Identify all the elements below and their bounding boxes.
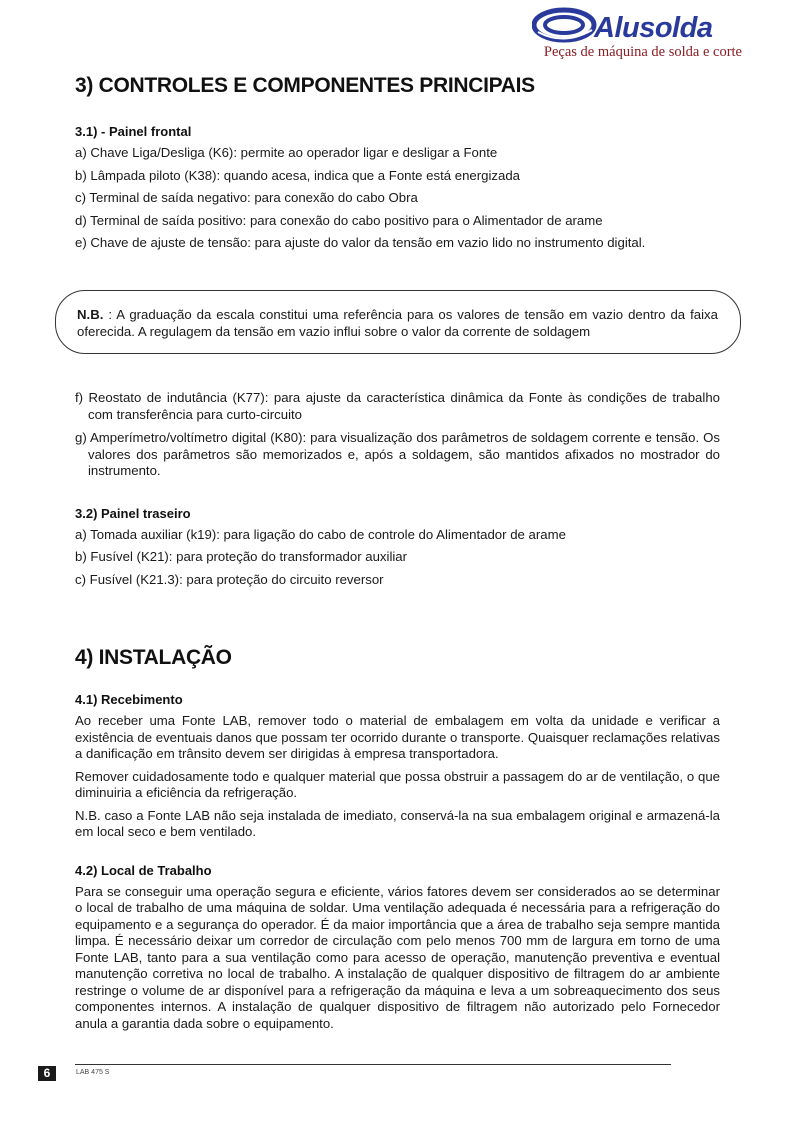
section-4-title: 4) INSTALAÇÃO — [75, 646, 232, 669]
list-item: b) Lâmpada piloto (K38): quando acesa, indica que a Fonte está energizada — [75, 167, 521, 183]
logo-tagline: Peças de máquina de solda e corte — [543, 44, 742, 60]
page-number: 6 — [38, 1066, 56, 1081]
list-item: b) Fusível (K21): para proteção do transformador auxiliar — [75, 549, 408, 564]
paragraph: Para se conseguir uma operação segura e eficiente, vários fatores devem ser considerados ao se determinar o local de trabalho de uma máquina de soldar. Uma ventilação adequada é necessária para a refrigeração do equipamento e a segurança do operador. É da maior importância que a área de trabalho seja sempre mantida limpa. É necessário deixar um corredor de circulação com pelo menos 700 mm de largura em torno de uma Fonte LAB, tanto para a sua ventilação como para acesso de operação, manutenção preventiva e eventual manutenção corretiva no local de trabalho. A instalação de qualquer dispositivo de filtragem do ar ambiente restringe o volume de ar disponível para a refrigeração da máquina e leva a um sobreaquecimento dos seus componentes internos. A instalação de qualquer dispositivo de filtragem não autorizado pelo Fornecedor anula a garantia dada sobre o equipamento. — [75, 883, 720, 1031]
section-4-2-heading: 4.2) Local de Trabalho — [75, 862, 212, 878]
alusolda-logo — [532, 6, 747, 64]
list-item: a) Tomada auxiliar (k19): para ligação do cabo de controle do Alimentador de arame — [75, 526, 566, 542]
list-item: e) Chave de ajuste de tensão: para ajuste do valor da tensão em vazio lido no instrumento digital. — [75, 235, 646, 250]
logo-brand-name: Alusolda — [594, 12, 713, 44]
paragraph: Remover cuidadosamente todo e qualquer material que possa obstruir a passagem do ar de ventilação, o que diminuiria a eficiência da refrigeração. — [75, 768, 720, 800]
note-text — [77, 307, 718, 340]
note-box — [55, 290, 741, 354]
note-label: N.B. — [77, 307, 104, 322]
section-4 — [75, 646, 720, 1032]
footer-doc-label: LAB 475 S — [76, 1069, 110, 1076]
section-3-top — [75, 74, 720, 252]
list-item: d) Terminal de saída positivo: para conexão do cabo positivo para o Alimentador de arame — [75, 212, 603, 228]
footer-divider — [75, 1064, 671, 1065]
list-item: f) Reostato de indutância (K77): para ajuste da característica dinâmica da Fonte às condições de trabalho com transferência para curto-circuito — [75, 390, 720, 422]
paragraph: Ao receber uma Fonte LAB, remover todo o material de embalagem em volta da unidade e verificar a existência de eventuais danos que possam ter ocorrido durante o transporte. Quaisquer reclamações relativas a danificação em trânsito devem ser dirigidas à empresa transportadora. — [75, 713, 720, 761]
logo-swoosh-icon — [532, 6, 598, 46]
list-item: g) Amperímetro/voltímetro digital (K80): para visualização dos parâmetros de soldagem corrente e tensão. Os valores dos parâmetros são memorizados e, após a soldagem, são mantidos afixados no mostrador do instrumento. — [75, 430, 720, 478]
list-item: c) Fusível (K21.3): para proteção do circuito reversor — [75, 571, 384, 587]
section-3-bottom — [75, 390, 720, 588]
paragraph: N.B. caso a Fonte LAB não seja instalada de imediato, conservá-la na sua embalagem original e armazená-la em local seco e bem ventilado. — [75, 807, 720, 839]
section-3-2-heading: 3.2) Painel traseiro — [75, 505, 191, 521]
list-item: c) Terminal de saída negativo: para conexão do cabo Obra — [75, 190, 418, 205]
list-item: a) Chave Liga/Desliga (K6): permite ao operador ligar e desligar a Fonte — [75, 145, 498, 160]
section-3-1-heading: 3.1) - Painel frontal — [75, 124, 192, 139]
section-4-1-heading: 4.1) Recebimento — [75, 692, 183, 707]
section-3-title: 3) CONTROLES E COMPONENTES PRINCIPAIS — [75, 74, 535, 97]
note-body: : A graduação da escala constitui uma referência para os valores de tensão em vazio dentro da faixa oferecida. A regulagem da tensão em vazio influi sobre o valor da corrente de soldagem — [77, 307, 718, 339]
